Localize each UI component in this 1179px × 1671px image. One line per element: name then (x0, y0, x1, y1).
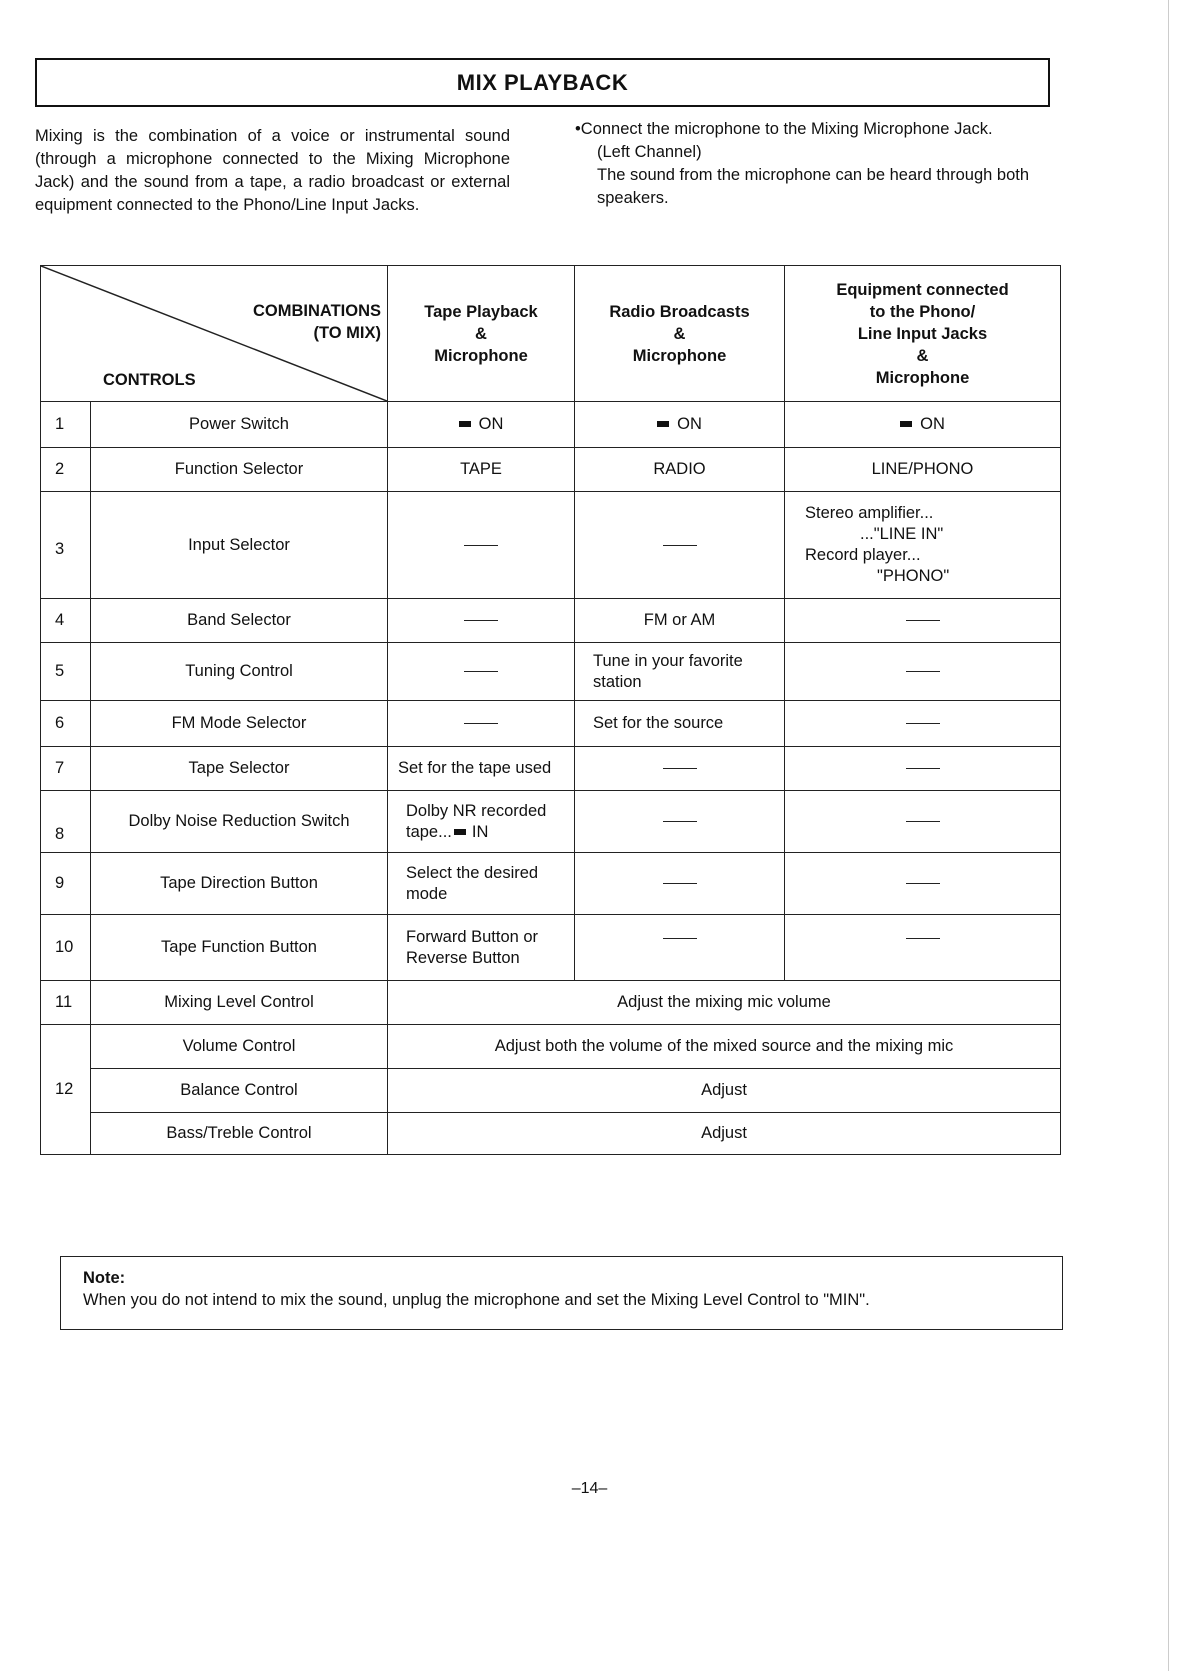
header-to-mix-label: (TO MIX) (313, 324, 381, 342)
control-name: Band Selector (91, 599, 388, 643)
dash-mark (663, 883, 697, 884)
header-diagonal-cell (41, 266, 388, 402)
cell-tape (388, 915, 575, 981)
control-name: Dolby Noise Reduction Switch (91, 791, 388, 853)
cell-radio: RADIO (575, 448, 785, 492)
table-row (41, 981, 1061, 1025)
row-number: 3 (41, 492, 91, 599)
cell-line: "PHONO" (877, 567, 950, 585)
row-number: 4 (41, 599, 91, 643)
table-row (41, 448, 1061, 492)
cell-tape: TAPE (388, 448, 575, 492)
cell-line: Tune in your favorite (593, 651, 743, 670)
table-row (41, 599, 1061, 643)
dash-mark (906, 768, 940, 769)
intro-paragraph-right (575, 118, 1055, 210)
cell-tape: Set for the tape used (388, 747, 575, 791)
control-name: Function Selector (91, 448, 388, 492)
table-row (41, 747, 1061, 791)
table-header-row (41, 266, 1061, 402)
cell-radio (575, 853, 785, 915)
cell-line: Record player... (805, 546, 921, 564)
cell-line: ..."LINE IN" (860, 525, 944, 543)
dash-mark (906, 620, 940, 621)
header-col3-line1: Equipment connected (836, 280, 1009, 299)
table-row (41, 915, 1061, 981)
header-col1-line3: Microphone (434, 346, 528, 365)
header-col1-line2: & (475, 324, 487, 343)
on-position-icon (900, 421, 912, 427)
dash-mark (906, 938, 940, 939)
note-text: When you do not intend to mix the sound, unplug the microphone and set the Mixing Level Control to "MIN". (83, 1291, 870, 1309)
table-row (41, 402, 1061, 448)
cell-radio: FM or AM (575, 599, 785, 643)
control-name: Power Switch (91, 402, 388, 448)
header-equipment-connected (785, 266, 1061, 402)
cell-line: Stereo amplifier... (805, 504, 934, 522)
cell-tape (388, 701, 575, 747)
dash-mark (906, 723, 940, 724)
on-position-icon (657, 421, 669, 427)
cell-equipment (785, 791, 1061, 853)
intro-bullet: •Connect the microphone to the Mixing Microphone Jack. (575, 120, 993, 138)
mix-combination-table (40, 265, 1061, 1155)
table-row (41, 492, 1061, 599)
cell-line: Forward Button or (406, 927, 539, 946)
dash-mark (663, 821, 697, 822)
row-number: 1 (41, 402, 91, 448)
header-col3-line4: & (916, 346, 929, 365)
note-title: Note: (83, 1269, 126, 1287)
header-col3-line2: to the Phono/ (869, 302, 976, 321)
row-number: 10 (41, 915, 91, 981)
cell-radio (575, 643, 785, 701)
cell-text: ON (478, 415, 504, 433)
intro-paragraph-left: Mixing is the combination of a voice or instrumental sound (through a microphone connected to the Mixing Microphone Jack) and the sound from a tape, a radio broadcast or external equipment connected to the Phono/Line Input Jacks. (35, 127, 510, 214)
cell-span-all: Adjust the mixing mic volume (388, 981, 1061, 1025)
row-number: 6 (41, 701, 91, 747)
header-radio-broadcasts (575, 266, 785, 402)
page-number: –14– (571, 1480, 608, 1497)
intro-sound: The sound from the microphone can be heard through both speakers. (597, 166, 1030, 207)
on-position-icon (454, 829, 466, 835)
note-box (60, 1256, 1063, 1330)
cell-line: Dolby NR recorded (406, 801, 547, 820)
header-col2-line1: Radio Broadcasts (609, 302, 750, 321)
control-name: FM Mode Selector (91, 701, 388, 747)
dash-mark (906, 883, 940, 884)
cell-radio (575, 492, 785, 599)
row-number: 9 (41, 853, 91, 915)
cell-tape (388, 791, 575, 853)
control-name: Volume Control (91, 1025, 388, 1069)
header-col3-line3: Line Input Jacks (857, 324, 988, 343)
cell-radio (575, 402, 785, 448)
cell-text: ON (920, 415, 945, 433)
header-tape-playback (388, 266, 575, 402)
dash-mark (464, 545, 498, 546)
header-col1-line1: Tape Playback (424, 302, 538, 321)
header-col2-line3: Microphone (632, 346, 727, 365)
control-name: Input Selector (91, 492, 388, 599)
cell-line: Reverse Button (406, 948, 520, 967)
control-name: Tape Function Button (91, 915, 388, 981)
dash-mark (464, 723, 498, 724)
control-name: Balance Control (91, 1069, 388, 1113)
dash-mark (906, 671, 940, 672)
row-number: 7 (41, 747, 91, 791)
page-title-text: MIX PLAYBACK (456, 69, 629, 95)
cell-equipment (785, 747, 1061, 791)
cell-span-all: Adjust both the volume of the mixed source and the mixing mic (388, 1025, 1061, 1069)
cell-tape (388, 599, 575, 643)
dash-mark (464, 671, 498, 672)
cell-tape (388, 643, 575, 701)
header-col2-line2: & (673, 324, 686, 343)
control-name: Mixing Level Control (91, 981, 388, 1025)
cell-radio (575, 747, 785, 791)
table-row (41, 643, 1061, 701)
row-number: 8 (41, 791, 91, 853)
row-number: 2 (41, 448, 91, 492)
cell-line: mode (406, 884, 448, 903)
cell-equipment (785, 643, 1061, 701)
table-row (41, 701, 1061, 747)
cell-equipment (785, 853, 1061, 915)
table-row (41, 1069, 1061, 1113)
cell-tape (388, 853, 575, 915)
page-title (35, 58, 1050, 107)
cell-equipment (785, 701, 1061, 747)
cell-span-all: Adjust (388, 1113, 1061, 1155)
table-row (41, 1113, 1061, 1155)
cell-span-all: Adjust (388, 1069, 1061, 1113)
cell-text: tape... (406, 822, 452, 841)
cell-radio (575, 791, 785, 853)
table-row (41, 853, 1061, 915)
cell-equipment (785, 915, 1061, 981)
control-name: Tuning Control (91, 643, 388, 701)
cell-line: Select the desired (406, 863, 539, 882)
cell-radio: Set for the source (575, 701, 785, 747)
header-controls-label: CONTROLS (103, 371, 196, 389)
control-name: Tape Direction Button (91, 853, 388, 915)
dash-mark (906, 821, 940, 822)
header-col3-line5: Microphone (875, 368, 970, 387)
cell-tape (388, 492, 575, 599)
control-name: Tape Selector (91, 747, 388, 791)
row-number: 5 (41, 643, 91, 701)
header-combinations (253, 300, 381, 344)
row-number: 11 (41, 981, 91, 1025)
cell-equipment: LINE/PHONO (785, 448, 1061, 492)
cell-equipment (785, 402, 1061, 448)
control-name: Bass/Treble Control (91, 1113, 388, 1155)
header-combinations-label: COMBINATIONS (252, 302, 381, 320)
cell-line: station (593, 672, 642, 691)
cell-radio (575, 915, 785, 981)
intro-channel: (Left Channel) (597, 143, 702, 161)
page-edge-line (1168, 0, 1169, 1671)
cell-equipment (785, 599, 1061, 643)
row-number: 12 (41, 1025, 91, 1155)
cell-line (406, 822, 566, 843)
cell-tape (388, 402, 575, 448)
on-position-icon (459, 421, 471, 427)
dash-mark (663, 768, 697, 769)
dash-mark (464, 620, 498, 621)
cell-equipment (785, 492, 1061, 599)
table-row (41, 1025, 1061, 1069)
dash-mark (663, 938, 697, 939)
cell-text: ON (677, 415, 702, 433)
cell-text: IN (471, 822, 489, 841)
table-row (41, 791, 1061, 853)
dash-mark (663, 545, 697, 546)
